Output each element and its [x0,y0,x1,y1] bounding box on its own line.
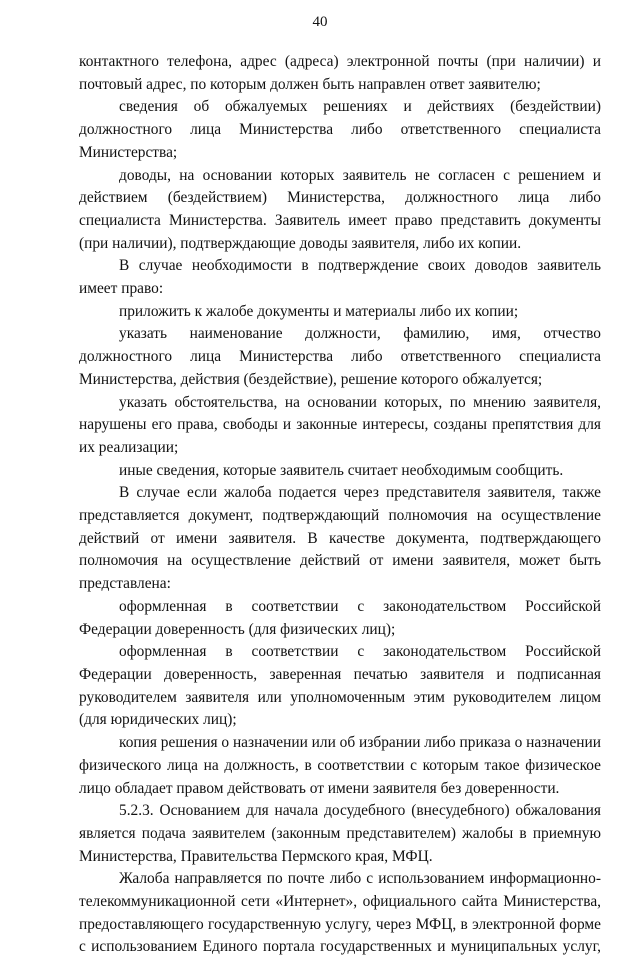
paragraph-attach-documents: приложить к жалобе документы и материалы либо их копии; [119,302,519,320]
paragraph-contact-info: контактного телефона, адрес (адреса) электронной почты (при наличии) и почтовый адрес, по которым должен быть направлен ответ заявителю; [79,53,601,93]
paragraph-power-of-attorney-individuals: оформленная в соответствии с законодательством Российской Федерации доверенность (для физических лиц); [79,597,601,638]
paragraph-appealed-decisions: сведения об обжалуемых решениях и действиях (бездействии) должностного лица Министерства либо ответственного специалиста Министерства; [79,98,601,161]
paragraph-specify-circumstances: указать обстоятельства, на основании которых, по мнению заявителя, нарушены его права, свободы и законные интересы, созданы препятствия для их реализации; [79,393,601,456]
paragraph-representative: В случае если жалоба подается через представителя заявителя, также представляется документ, подтверждающий полномочия на осуществление действий от имени заявителя. В качестве документа, подтверждающего полномочия на осуществление действий от имени заявителя, может быть представлена: [79,484,601,593]
paragraph-applicant-rights: В случае необходимости в подтверждение своих доводов заявитель имеет право: [79,257,601,298]
paragraph-specify-official: указать наименование должности, фамилию, имя, отчество должностного лица Министерства либо ответственного специалиста Министерства, действия (бездействие), решение которого обжалуется; [79,325,601,388]
paragraph-arguments: доводы, на основании которых заявитель не согласен с решением и действием (бездействием) Министерства, должностного лица либо специалиста Министерства. Заявитель имеет право представить документы (при наличии), подтверждающие доводы заявителя, либо их копии. [79,166,601,252]
paragraph-section-5-2-3: 5.2.3. Основанием для начала досудебного (внесудебного) обжалования является подача заявителем (законным представителем) жалобы в приемную Министерства, Правительства Пермского края, МФЦ. [79,802,601,865]
paragraph-other-info: иные сведения, которые заявитель считает необходимым сообщить. [119,461,564,479]
page-number: 40 [312,14,328,30]
document-body [79,51,601,959]
paragraph-appointment-order: копия решения о назначении или об избрании либо приказа о назначении физического лица на должность, в соответствии с которым такое физическое лицо обладает правом действовать от имени заявителя без доверенности. [79,734,601,797]
paragraph-submission-channels: Жалоба направляется по почте либо с использованием информационно-телекоммуникационной сети «Интернет», официального сайта Министерства, предоставляющего государственную услугу, через МФЦ, в электронной форме с использованием Единого портала государственных и муниципальных услуг, [79,870,601,956]
paragraph-power-of-attorney-legal-entities: оформленная в соответствии с законодательством Российской Федерации доверенность, заверенная печатью заявителя и подписанная руководителем заявителя или уполномоченным этим руководителем лицом (для юридических лиц); [79,643,601,729]
